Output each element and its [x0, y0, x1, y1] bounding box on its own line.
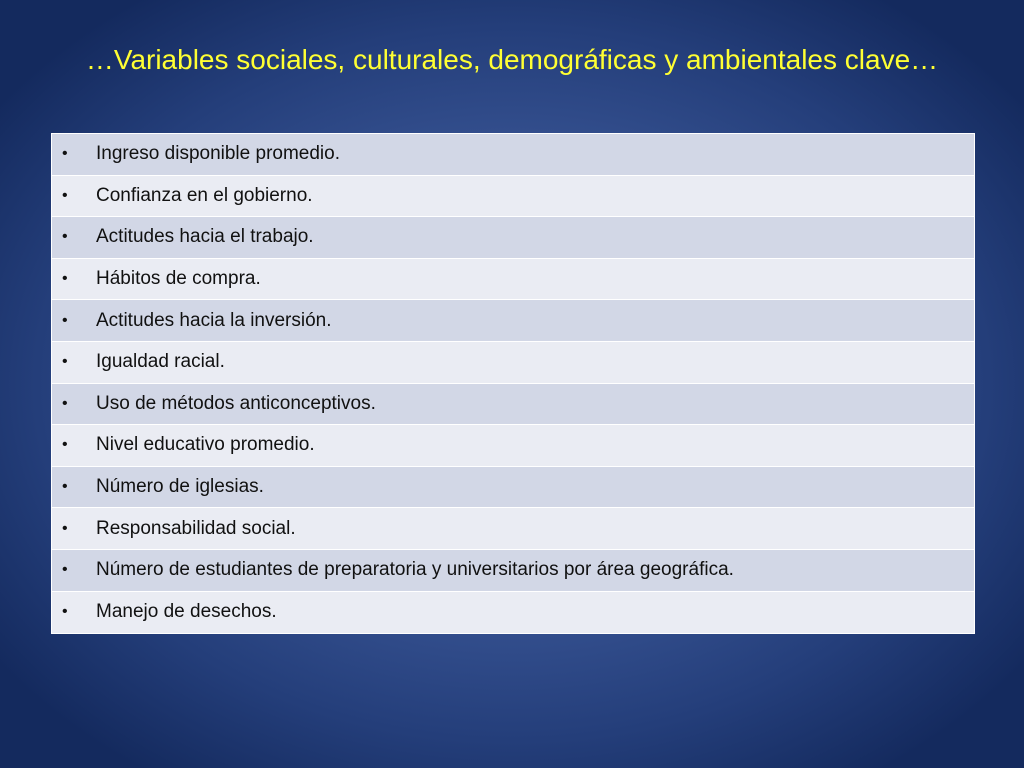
table-row — [52, 508, 974, 550]
row-text: Manejo de desechos. — [96, 601, 277, 623]
row-text: Nivel educativo promedio. — [96, 434, 315, 456]
table-row — [52, 550, 974, 592]
variables-table — [51, 133, 975, 634]
table-row — [52, 425, 974, 467]
table-row — [52, 467, 974, 509]
row-text: Igualdad racial. — [96, 351, 225, 373]
row-text: Número de estudiantes de preparatoria y universitarios por área geográfica. — [96, 559, 734, 581]
bullet-icon: • — [62, 561, 68, 579]
row-text: Responsabilidad social. — [96, 517, 296, 539]
table-row — [52, 176, 974, 218]
bullet-icon: • — [62, 311, 68, 329]
row-text: Confianza en el gobierno. — [96, 184, 313, 206]
bullet-icon: • — [62, 186, 68, 204]
table-row — [52, 592, 974, 634]
bullet-icon: • — [62, 270, 68, 288]
table-row — [52, 134, 974, 176]
table-row — [52, 342, 974, 384]
row-text: Actitudes hacia la inversión. — [96, 309, 332, 331]
row-text: Hábitos de compra. — [96, 268, 261, 290]
slide-title: …Variables sociales, culturales, demográficas y ambientales clave… — [85, 44, 939, 75]
bullet-icon: • — [62, 394, 68, 412]
bullet-icon: • — [62, 353, 68, 371]
table-row — [52, 217, 974, 259]
bullet-icon: • — [62, 478, 68, 496]
table-row — [52, 259, 974, 301]
row-text: Uso de métodos anticonceptivos. — [96, 392, 376, 414]
table-row — [52, 384, 974, 426]
table-row — [52, 300, 974, 342]
bullet-icon: • — [62, 436, 68, 454]
row-text: Ingreso disponible promedio. — [96, 143, 340, 165]
row-text: Actitudes hacia el trabajo. — [96, 226, 314, 248]
bullet-icon: • — [62, 228, 68, 246]
bullet-icon: • — [62, 603, 68, 621]
bullet-icon: • — [62, 145, 68, 163]
row-text: Número de iglesias. — [96, 476, 264, 498]
bullet-icon: • — [62, 519, 68, 537]
